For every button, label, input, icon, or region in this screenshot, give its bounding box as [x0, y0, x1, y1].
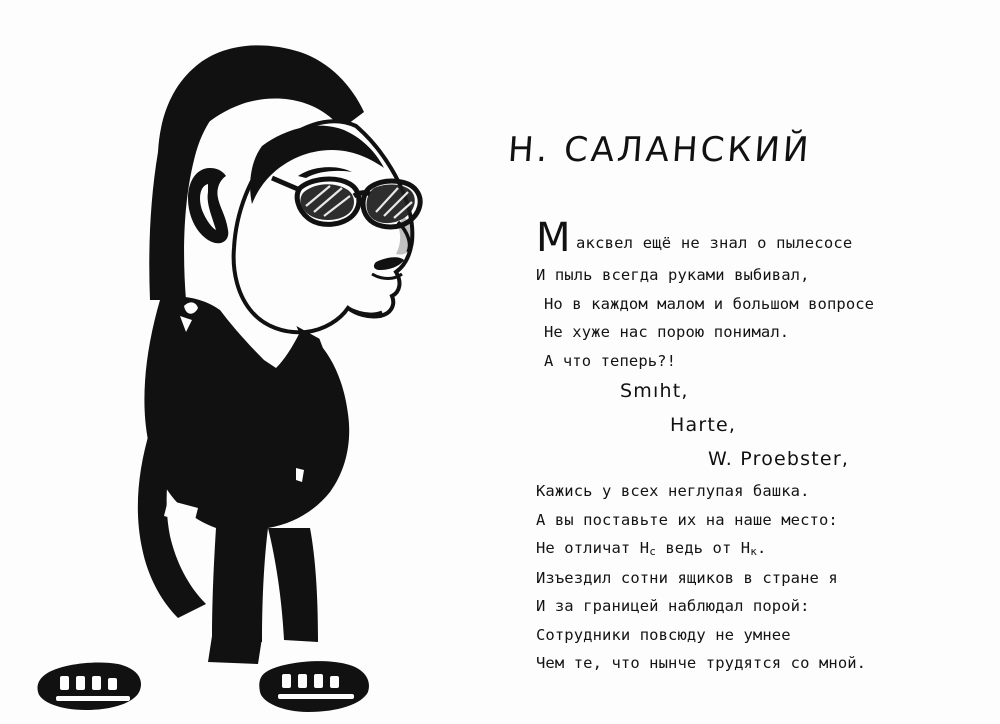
- poem-name-line: Harte,: [670, 414, 737, 436]
- text-column: [500, 0, 970, 724]
- poem-first-line: [508, 215, 968, 266]
- poem-line: Изъездил сотни ящиков в стране я: [536, 568, 838, 587]
- subscript-c: с: [649, 545, 656, 558]
- poem-line: Чем те, что нынче трудятся со мной.: [536, 654, 867, 672]
- poem-name-line: Smıht,: [620, 380, 689, 402]
- poem-body: [508, 215, 968, 683]
- poem-line: А вы поставьте их на наше место:: [536, 510, 838, 529]
- drop-cap: М: [536, 215, 571, 261]
- poem-line-part: .: [756, 539, 767, 557]
- poem-line: Сотрудники повсюду не умнее: [536, 625, 791, 644]
- poem-line: аксвел ещё не знал о пылесосе: [576, 234, 853, 252]
- poem-line: А что теперь?!: [544, 351, 677, 370]
- subscript-k: к: [750, 545, 757, 558]
- poem-line: Не хуже нас порою понимал.: [544, 323, 790, 341]
- poem-line: И за границей наблюдал порой:: [536, 597, 810, 615]
- poem-line: Но в каждом малом и большом вопросе: [544, 294, 875, 313]
- poem-line-part: Не отличат Н: [536, 539, 650, 557]
- poem-line-part: ведь от Н: [655, 539, 751, 557]
- caricature-svg: [0, 0, 480, 724]
- caricature-illustration: [0, 0, 480, 724]
- author-heading: Н. САЛАНСКИЙ: [506, 130, 813, 170]
- poem-line: Кажись у всех неглупая башка.: [536, 482, 810, 500]
- poem-name-line: W. Proebster,: [708, 448, 850, 470]
- poem-line-with-subscripts: [508, 539, 968, 558]
- poem-line: И пыль всегда руками выбивал,: [536, 266, 810, 284]
